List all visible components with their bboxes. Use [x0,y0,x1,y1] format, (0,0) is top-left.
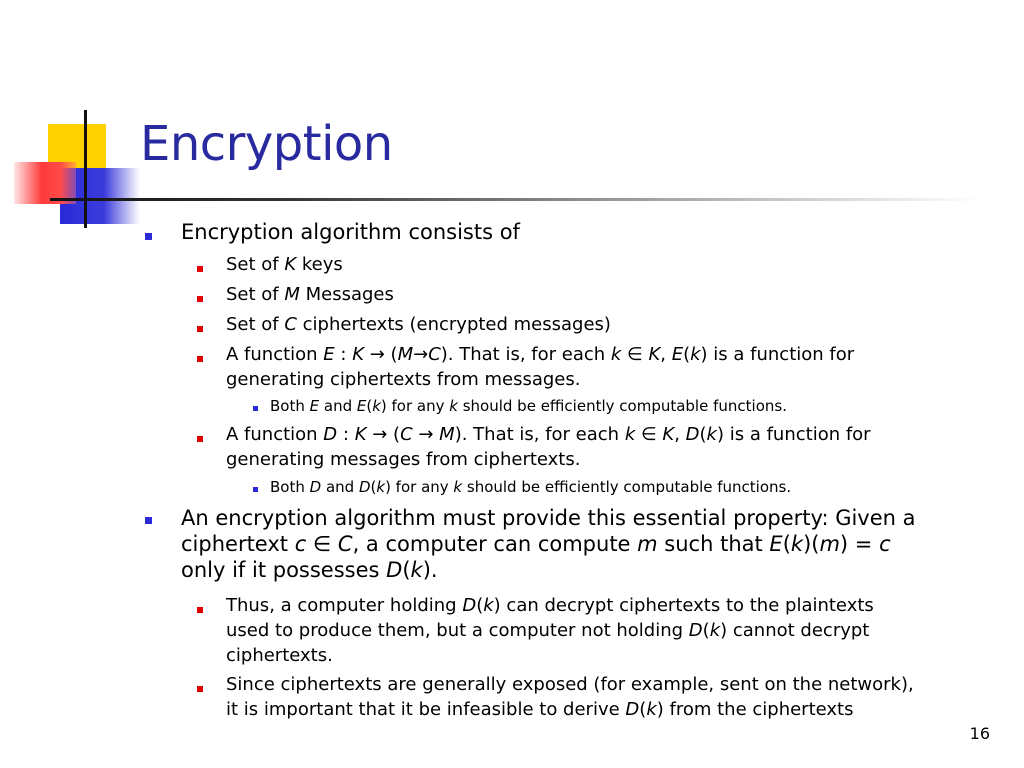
bullet-square-icon [197,686,203,692]
bullet-text: Set of C ciphertexts (encrypted messages) [226,314,611,335]
bullet-square-icon [197,296,203,302]
bullet-square-icon [145,233,152,240]
bullet-text: An encryption algorithm must provide this essential property: Given a ciphertext c ∈ C, a computer can compute m such that E(k)(m) = c only if it possesses D(k). [181,506,916,582]
bullet-square-icon [197,607,203,613]
bullet-text: Both E and E(k) for any k should be efficiently computable functions. [270,397,787,415]
bullet-text: Set of K keys [226,254,343,275]
bullet-square-icon [197,326,203,332]
bullet-square-icon [197,356,203,362]
bullet-text: Set of M Messages [226,284,394,305]
bullet-text: Encryption algorithm consists of [181,220,520,244]
decor-vertical-line [84,110,87,228]
page-number: 16 [969,724,990,743]
bullet-square-icon [145,517,152,524]
slide-title: Encryption [140,116,393,172]
bullet-text: Since ciphertexts are generally exposed (for example, sent on the network), it is important that it be infeasible to derive D(k) from the ciphertexts [226,674,914,720]
bullet-square-icon [197,266,203,272]
bullet-square-icon [253,406,258,411]
bullet-text: Thus, a computer holding D(k) can decrypt ciphertexts to the plaintexts used to produce them, but a computer not holding D(k) cannot decrypt ciphertexts. [226,595,874,666]
bullet-square-icon [197,436,203,442]
bullet-text: A function D : K → (C → M). That is, for each k ∈ K, D(k) is a function for generating messages from ciphertexts. [226,424,871,470]
bullet-square-icon [253,487,258,492]
bullet-text: A function E : K → (M→C). That is, for each k ∈ K, E(k) is a function for generating ciphertexts from messages. [226,344,855,390]
decor-horizontal-rule [50,198,980,201]
bullet-text: Both D and D(k) for any k should be efficiently computable functions. [270,478,792,496]
